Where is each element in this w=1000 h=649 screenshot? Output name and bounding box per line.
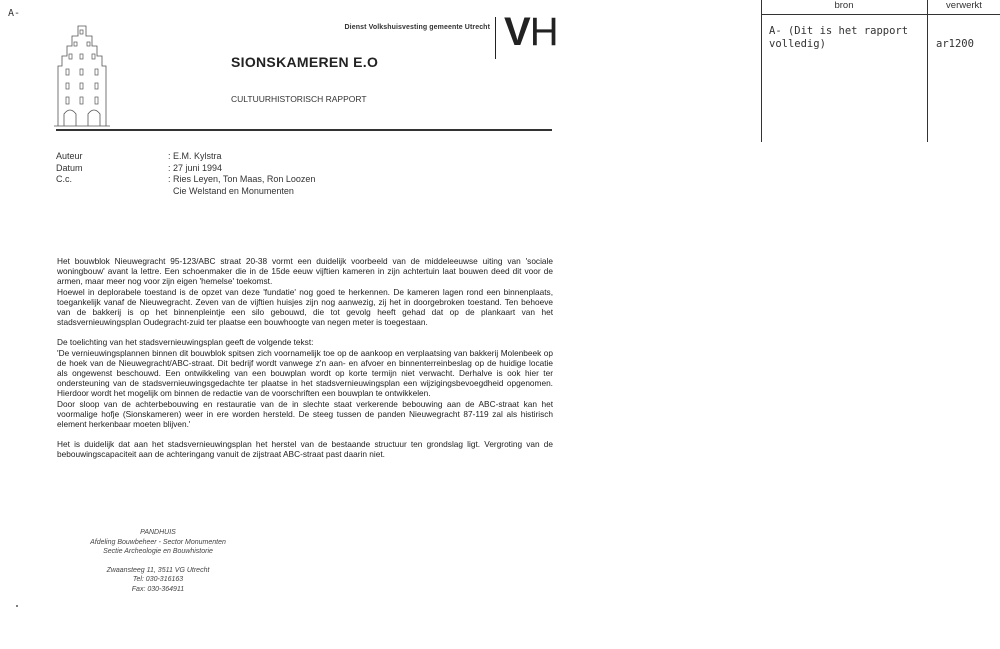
- document-subtitle: CULTUURHISTORISCH RAPPORT: [231, 94, 367, 104]
- meta-row-cc-continued: [56, 186, 428, 198]
- card-left-border: [761, 0, 762, 142]
- body-quote-1: 'De vernieuwingsplannen binnen dit bouwblok spitsen zich voornamelijk toe op de aankoop en verplaatsing van bakkerij Molenbeek op de hoek van de Nieuwegracht/ABC-straat. Dit bedrijf wordt vanwege z'n aan- en afvoer en binnenterreinbeslag op de huidige locatie als ongewenst beschouwd. Een ontwikkeling van een bouwplan wordt op korte termijn niet verwacht. Derhalve is ook hier ter ondersteuning van de stadsvernieuwingsgedachte ter plaatse in het stadsvernieuwingsplan een wijzigingsbevoegdheid opgenomen. Hierdoor wordt het mogelijk om binnen de redactie van de voorschriften een bouwplan te ontwikkelen.: [57, 347, 553, 399]
- card-note: A- (Dit is het rapport volledig): [769, 25, 909, 50]
- meta-row-date: [56, 163, 428, 175]
- scan-speck: [16, 605, 18, 607]
- footer-block: [60, 528, 256, 594]
- meta-label: Auteur: [56, 151, 83, 161]
- body-paragraph-2: Hoewel in deplorabele toestand is de opzet van deze 'fundatie' nog goed te herkennen. De kameren lagen rond een binnenplaats, toegankelijk vanaf de Nieuwegracht. Zeven van de vijftien huisjes zijn nog aanwezig, zij het in doorgebroken toestand. Ten behoeve van de bakkerij is op het binnenpleintje een silo gebouwd, die tot gevolg heeft gehad dat op de plankaart van het stadsvernieuwingsplan Oudegracht-zuid ter plaatse een bouwhoogte van negen meter is toegestaan.: [57, 286, 553, 328]
- department-name: Dienst Volkshuisvesting gemeente Utrecht: [344, 24, 490, 31]
- body-paragraph-1: Het bouwblok Nieuwegracht 95-123/ABC straat 20-38 vormt een duidelijk voorbeeld van de middeleeuwse uiting van 'sociale woningbouw' avant la lettre. Een schoenmaker die in de 15de eeuw vijftien kameren in zijn achtertuin laat bouwen deed dit voor de armen, maar meer nog voor zijn eigen 'hemelse' toekomst.: [57, 256, 553, 287]
- corner-mark: A-: [8, 8, 21, 19]
- body-quote-2: Door sloop van de achterbebouwing en restauratie van de in slechte staat verkerende bebouwing aan de ABC-straat kan het voormalige hofje (Sionskameren) weer in ere worden hersteld. De steeg tussen de panden Nieuwegracht 87-119 zal als histirisch element herkenbaar moeten blijven.': [57, 398, 553, 430]
- vh-logo: VH: [504, 10, 558, 54]
- card-header-bron: bron: [834, 0, 854, 11]
- meta-block: [56, 151, 428, 197]
- meta-label: C.c.: [56, 174, 73, 184]
- meta-value: : E.M. Kylstra: [168, 151, 222, 161]
- meta-label: Datum: [56, 162, 83, 173]
- document-title: SIONSKAMEREN E.O: [231, 54, 379, 70]
- letterhead-rule: [56, 129, 552, 131]
- footer-address: Zwaansteeg 11, 3511 VG Utrecht: [106, 566, 210, 574]
- meta-value: : 27 juni 1994: [168, 162, 223, 173]
- footer-org: PANDHUIS: [140, 529, 176, 536]
- meta-row-cc: [56, 174, 428, 186]
- building-facade-icon: [52, 22, 112, 128]
- card-header-rule: [761, 14, 1000, 15]
- logo-divider: [495, 17, 496, 59]
- card-code: ar1200: [936, 38, 974, 50]
- meta-row-author: [56, 151, 428, 163]
- footer-fax: Fax: 030-364911: [131, 585, 185, 593]
- footer-section: Sectie Archeologie en Bouwhistorie: [103, 548, 213, 555]
- meta-label: [56, 186, 168, 198]
- body-paragraph-3: De toelichting van het stadsvernieuwingsplan geeft de volgende tekst:: [57, 337, 314, 348]
- report-body: [57, 256, 553, 460]
- footer-department: Afdeling Bouwbeheer - Sector Monumenten: [90, 538, 226, 546]
- card-header-verwerkt: verwerkt: [946, 0, 982, 11]
- body-conclusion: Het is duidelijk dat aan het stadsvernieuwingsplan het herstel van de bestaande structuur ten grondslag ligt. Vergroting van de bebouwingscapaciteit aan de achteringang vanuit de zijstraat ABC-straat past daarin niet.: [57, 439, 553, 460]
- meta-value: : Ries Leyen, Ton Maas, Ron Loozen: [168, 174, 316, 184]
- footer-tel: Tel: 030-316163: [132, 576, 184, 583]
- index-card: [761, 0, 1000, 142]
- meta-value: Cie Welstand en Monumenten: [168, 185, 294, 196]
- card-column-divider: [927, 0, 928, 142]
